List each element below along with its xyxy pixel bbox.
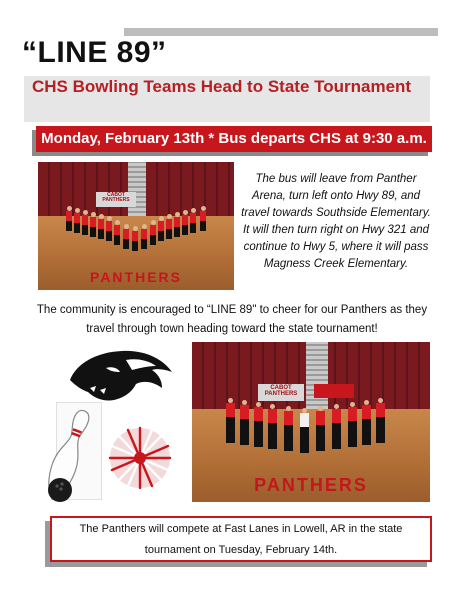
court-word: PANTHERS xyxy=(90,268,182,285)
banner-line-1: CABOT xyxy=(107,192,125,198)
team-members xyxy=(192,342,430,502)
panther-logo-icon xyxy=(66,346,176,406)
boys-team-photo xyxy=(192,342,430,502)
court-word: PANTHERS xyxy=(254,474,368,495)
page-title: “LINE 89” xyxy=(22,36,167,69)
page-subtitle: CHS Bowling Teams Head to State Tournament xyxy=(32,77,412,96)
departure-banner: Monday, February 13th * Bus departs CHS at 9:30 a.m. xyxy=(36,126,432,152)
girls-team-photo xyxy=(38,162,234,290)
banner-line-2: PANTHERS xyxy=(264,391,298,397)
pompom-icon xyxy=(106,424,174,492)
route-description: The bus will leave from Panther Arena, turn left onto Hwy 89, and travel towards Southside Elementary. It will then turn right on Hwy 321 and continue to Hwy 5, where it will pass Magness Creek Elementary. xyxy=(241,173,431,270)
banner-line-1: CABOT xyxy=(270,385,292,391)
top-decorative-bar xyxy=(124,28,438,36)
tournament-note: The Panthers will compete at Fast Lanes in Lowell, AR in the state tournament on Tuesday, February 14th. xyxy=(50,516,432,562)
team-members xyxy=(38,162,234,290)
community-message: The community is encouraged to “LINE 89" to cheer for our Panthers as they travel through town heading toward the state tournament! xyxy=(36,304,428,335)
bowling-pin-icon xyxy=(38,404,98,508)
banner-line-2: PANTHERS xyxy=(102,197,130,203)
